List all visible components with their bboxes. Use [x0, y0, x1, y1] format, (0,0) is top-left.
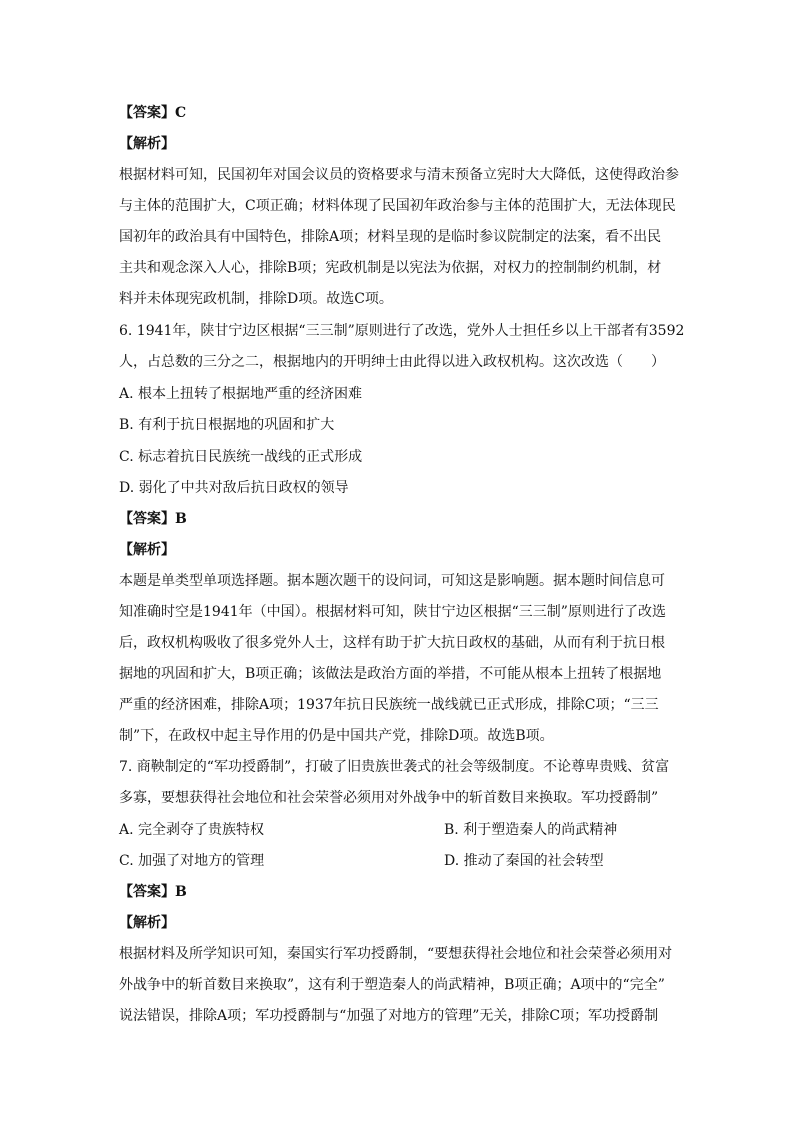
q6-stem-line: 人，占总数的三分之二，根据地内的开明绅士由此得以进入政权机构。这次改选（ ）	[119, 354, 665, 370]
q6-analysis-line: 据地的巩固和扩大，B项正确；该做法是政治方面的举措，不可能从根本上扭转了根据地	[119, 666, 662, 682]
q7-analysis-label: 【解析】	[119, 915, 175, 931]
q5-analysis-label: 【解析】	[119, 136, 175, 152]
q5-answer: 【答案】C	[119, 105, 187, 121]
q6-analysis-line: 后，政权机构吸收了很多党外人士，这样有助于扩大抗日政权的基础，从而有利于抗日根	[119, 635, 665, 651]
q6-option-b: B. 有利于抗日根据地的巩固和扩大	[119, 417, 335, 433]
q6-analysis-line: 本题是单类型单项选择题。据本题次题干的设问词，可知这是影响题。据本题时间信息可	[119, 573, 665, 589]
q6-analysis-line: 制”下，在政权中起主导作用的仍是中国共产党，排除D项。故选B项。	[119, 728, 554, 744]
q7-stem-line: 多寡，要想获得社会地位和社会荣誉必须用对外战争中的斩首数目来换取。军功授爵制”	[119, 790, 659, 806]
q5-analysis-line: 主共和观念深入人心，排除B项；宪政机制是以宪法为依据，对权力的控制制约机制，材	[119, 260, 662, 276]
q7-option-d: D. 推动了秦国的社会转型	[444, 853, 604, 869]
q6-analysis-line: 知准确时空是1941年（中国）。根据材料可知，陕甘宁边区根据“三三制”原则进行了改选	[119, 604, 666, 620]
q6-option-a: A. 根本上扭转了根据地严重的经济困难	[119, 386, 363, 402]
q7-stem-line: 7. 商鞅制定的“军功授爵制”，打破了旧贵族世袭式的社会等级制度。不论尊卑贵贱、贫富	[119, 759, 670, 775]
q5-analysis-line: 国初年的政治具有中国特色，排除A项；材料呈现的是临时参议院制定的法案，看不出民	[119, 229, 662, 245]
q5-analysis-line: 与主体的范围扩大，C项正确；材料体现了民国初年政治参与主体的范围扩大，无法体现民	[119, 198, 676, 214]
q5-analysis-line: 料并未体现宪政机制，排除D项。故选C项。	[119, 291, 393, 307]
q5-analysis-line: 根据材料可知，民国初年对国会议员的资格要求与清末预备立宪时大大降低，这使得政治参	[119, 167, 679, 183]
q7-option-b: B. 利于塑造秦人的尚武精神	[444, 822, 618, 838]
q7-option-a: A. 完全剥夺了贵族特权	[119, 822, 265, 838]
q6-analysis-label: 【解析】	[119, 542, 175, 558]
q6-analysis-line: 严重的经济困难，排除A项；1937年抗日民族统一战线就已正式形成，排除C项；“三三	[119, 697, 659, 713]
q7-analysis-line: 外战争中的斩首数目来换取”，这有利于塑造秦人的尚武精神，B项正确；A项中的“完全”	[119, 977, 665, 993]
q6-option-c: C. 标志着抗日民族统一战线的正式形成	[119, 449, 363, 465]
q7-answer: 【答案】B	[119, 884, 187, 900]
q6-answer: 【答案】B	[119, 511, 187, 527]
q7-analysis-line: 说法错误，排除A项；军功授爵制与“加强了对地方的管理”无关，排除C项；军功授爵制	[119, 1008, 659, 1024]
q6-stem-line: 6. 1941年，陕甘宁边区根据“三三制”原则进行了改选，党外人士担任乡以上干部者有3592	[119, 323, 685, 339]
q6-option-d: D. 弱化了中共对敌后抗日政权的领导	[119, 480, 349, 496]
q7-analysis-line: 根据材料及所学知识可知，秦国实行军功授爵制，“要想获得社会地位和社会荣誉必须用对	[119, 946, 673, 962]
q7-option-c: C. 加强了对地方的管理	[119, 853, 265, 869]
